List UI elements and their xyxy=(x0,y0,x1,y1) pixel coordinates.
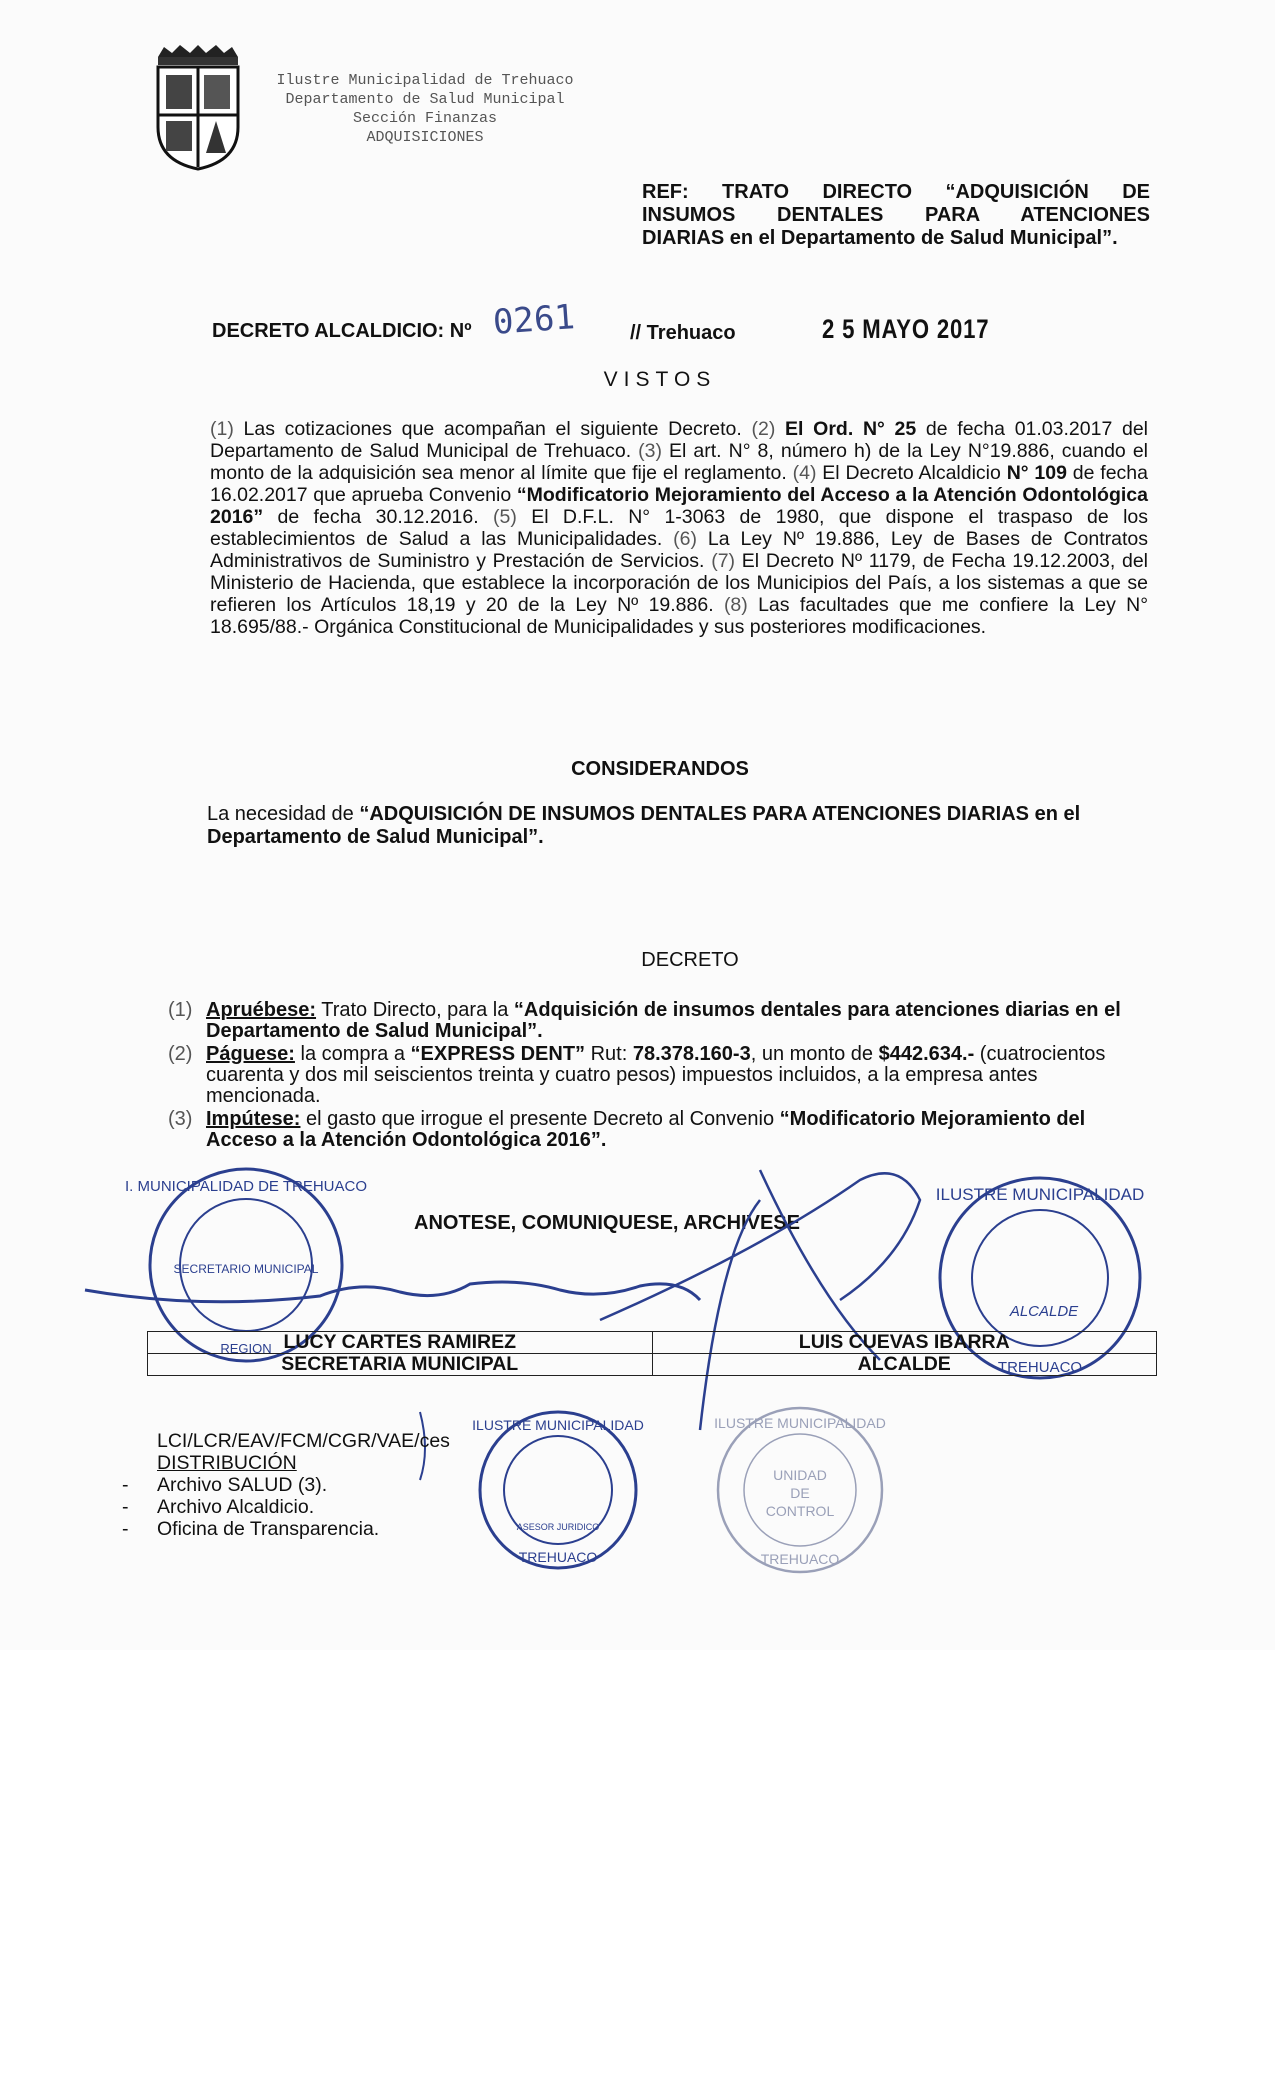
right-signer-name: LUIS CUEVAS IBARRA xyxy=(652,1332,1157,1354)
stamp1-center-text: SECRETARIO MUNICIPAL xyxy=(173,1262,319,1276)
ref-line-2: INSUMOS DENTALES PARA ATENCIONES xyxy=(642,204,1150,226)
decreto-item-2: (2) Páguese: la compra a “EXPRESS DENT” Rut: 78.378.160-3, un monto de $442.634.- (cuatrocientos cuarenta y dos mil seiscientos treinta y cuatro pesos) impuestos incluidos, a la empresa antes mencionada. xyxy=(168,1043,1106,1107)
right-signer-role: ALCALDE xyxy=(652,1354,1157,1376)
signature-table xyxy=(147,1331,1157,1376)
header-line-3: Sección Finanzas xyxy=(352,110,498,127)
stamp3-ring-text: ILUSTRE MUNICIPALIDAD xyxy=(472,1417,644,1433)
closing-text: ANOTESE, COMUNIQUESE, ARCHIVESE xyxy=(414,1212,800,1234)
decree-date-stamp: 2 5 MAYO 2017 xyxy=(822,314,990,344)
stamp4-center-3: CONTROL xyxy=(765,1503,835,1519)
header-line-2: Departamento de Salud Municipal xyxy=(285,91,565,108)
stamp3-center-text: ASESOR JURIDICO xyxy=(516,1522,600,1532)
ref-line-3: DIARIAS en el Departamento de Salud Municipal”. xyxy=(642,227,1118,249)
mayor-signature xyxy=(600,1170,920,1430)
stamp2-center-text: ALCALDE xyxy=(1009,1303,1079,1320)
decreto-title: DECRETO xyxy=(641,949,739,971)
header-line-4: ADQUISICIONES xyxy=(366,129,484,146)
legal-advisor-stamp xyxy=(472,1412,644,1568)
stamp1-bottom-text: REGION xyxy=(220,1341,272,1356)
decreto-item-3: (3) Impútese: el gasto que irrogue el presente Decreto al Convenio “Modificatorio Mejoramiento del Acceso a la Atención Odontológica 2016”. xyxy=(168,1108,1086,1151)
vistos-paragraph: (1) Las cotizaciones que acompañan el siguiente Decreto. (2) El Ord. N° 25 de fecha 01.03.2017 del Departamento de Salud Municipal de Trehuaco. (3) El art. N° 8, número h) de la Ley N°19.886, cuando el monto de la adquisición sea menor al límite que fije el reglamento. (4) El Decreto Alcaldicio N° 109 de fecha 16.02.2017 que aprueba Convenio “Modificatorio Mejoramiento del Acceso a la Atención Odontológica 2016” de fecha 30.12.2016. (5) El D.F.L. N° 1-3063 de 1980, que dispone el traspaso de los establecimientos de Salud a las Municipalidades. (6) La Ley Nº 19.886, Ley de Bases de Contratos Administrativos de Suministro y Prestación de Servicios. (7) El Decreto Nº 1179, de Fecha 19.12.2003, del Ministerio de Hacienda, que establece la incorporación de los Municipios del País, a los sistemas a que se refieren los Artículos 18,19 y 20 de la Ley Nº 19.886. (8) Las facultades que me confiere la Ley N° 18.695/88.- Orgánica Constitucional de Municipalidades y sus posteriores modificaciones. xyxy=(210,418,1149,638)
footer-block xyxy=(122,1430,450,1540)
initials-line: LCI/LCR/EAV/FCM/CGR/VAE/ces xyxy=(157,1430,450,1452)
stamp4-center-1: UNIDAD xyxy=(773,1467,827,1483)
header-line-1: Ilustre Municipalidad de Trehuaco xyxy=(276,72,574,89)
decree-label: DECRETO ALCALDICIO: Nº xyxy=(212,320,472,342)
stamp4-ring-text: ILUSTRE MUNICIPALIDAD xyxy=(714,1415,886,1431)
ref-line-1: REF: TRATO DIRECTO “ADQUISICIÓN DE xyxy=(642,181,1150,203)
control-unit-stamp xyxy=(714,1408,886,1572)
stamp1-ring-text: I. MUNICIPALIDAD DE TREHUACO xyxy=(125,1178,367,1195)
decreto-item-1: (1) Apruébese: Trato Directo, para la “Adquisición de insumos dentales para atenciones diarias en el Departamento de Salud Municipal”. xyxy=(168,999,1121,1042)
considerandos-title: CONSIDERANDOS xyxy=(571,758,749,780)
decree-number: 0261 xyxy=(491,297,577,343)
stamp4-center-2: DE xyxy=(790,1485,810,1501)
vistos-title: VISTOS xyxy=(603,368,717,391)
stamp4-bottom-text: TREHUACO xyxy=(760,1551,840,1567)
decree-place: // Trehuaco xyxy=(630,322,736,344)
distribution-item: - Oficina de Transparencia. xyxy=(122,1518,380,1540)
left-signer-name: LUCY CARTES RAMIREZ xyxy=(148,1332,653,1354)
distribution-title: DISTRIBUCIÓN xyxy=(157,1452,297,1474)
stamp2-bottom-text: TREHUACO xyxy=(997,1359,1083,1376)
considerandos-paragraph: La necesidad de “ADQUISICIÓN DE INSUMOS DENTALES PARA ATENCIONES DIARIAS en el Departamento de Salud Municipal”. xyxy=(207,803,1081,848)
left-signer-role: SECRETARIA MUNICIPAL xyxy=(148,1354,653,1376)
stamp2-ring-text: ILUSTRE MUNICIPALIDAD xyxy=(935,1185,1145,1204)
distribution-item: - Archivo Alcaldicio. xyxy=(122,1496,315,1518)
secretary-signature xyxy=(85,1282,700,1302)
stamp3-bottom-text: TREHUACO xyxy=(518,1549,598,1565)
distribution-item: - Archivo SALUD (3). xyxy=(122,1474,328,1496)
